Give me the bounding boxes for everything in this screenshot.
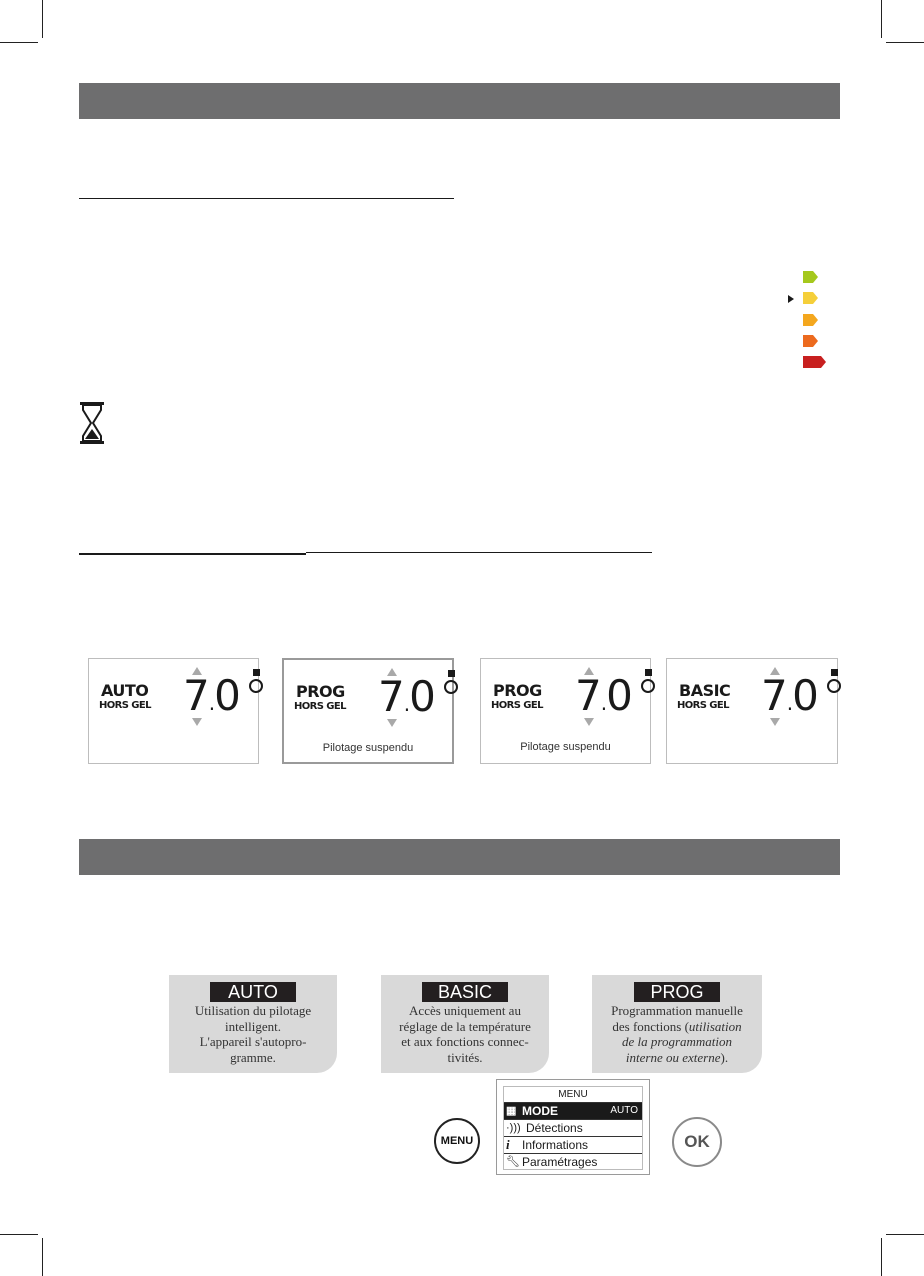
mode-card-description: Utilisation du pilotage intelligent. L'appareil s'autopro- gramme. [194,1003,312,1065]
submode-label: HORS GEL [99,700,151,711]
selected-arrow-icon [788,295,794,303]
hourglass-icon [80,402,104,444]
crop-mark [881,1238,882,1276]
degree-icon [444,680,458,694]
pilot-status-text: Pilotage suspendu [520,741,611,753]
crop-mark [42,0,43,38]
menu-item-value: AUTO [610,1105,638,1116]
mode-card-title: PROG [634,982,720,1002]
pilot-status-text: Pilotage suspendu [322,742,414,754]
degree-icon [641,679,655,693]
section-rule [306,552,652,553]
down-arrow-icon [584,718,594,726]
menu-screen [496,1079,650,1175]
energy-tag [803,271,819,283]
energy-tag [803,335,819,347]
temperature-value: 7.0 [183,671,240,720]
crop-mark [881,0,882,38]
temperature-value: 7.0 [761,671,818,720]
degree-icon [249,679,263,693]
display-screen-basic [666,658,838,764]
submode-label: HORS GEL [294,701,346,712]
menu-item-detections[interactable]: ·))) Détections [504,1120,642,1137]
status-square-icon [253,669,260,676]
crop-mark [0,1234,38,1235]
menu-item-mode[interactable]: ▦ MODE AUTO [504,1103,642,1120]
mode-label: PROG [493,681,542,700]
mode-card-description: Accès uniquement au réglage de la température et aux fonctions connec- tivités. [399,1003,531,1065]
mode-label: BASIC [679,681,731,700]
mode-card-basic [381,975,549,1073]
menu-item-parametrages[interactable]: 🔧︎ Paramétrages [506,1155,598,1169]
crop-mark [886,1234,924,1235]
menu-header: MENU [504,1087,642,1103]
submode-label: HORS GEL [491,700,543,711]
mode-card-auto [169,975,337,1073]
down-arrow-icon [387,719,397,727]
status-square-icon [645,669,652,676]
ok-button-label: OK [684,1132,710,1151]
energy-tag [803,292,819,304]
temperature-value: 7.0 [378,672,435,721]
down-arrow-icon [192,718,202,726]
menu-list [503,1086,643,1170]
crop-mark [42,1238,43,1276]
crop-mark [0,42,38,43]
menu-button[interactable] [434,1118,480,1164]
mode-card-prog [592,975,762,1073]
status-square-icon [448,670,455,677]
grid-icon: ▦ [506,1105,517,1117]
mode-card-title: AUTO [210,982,296,1002]
degree-icon [827,679,841,693]
mode-label: PROG [296,682,345,701]
section-header-bar [79,83,840,119]
energy-tag [803,314,819,326]
display-screen-prog-selected [282,658,454,764]
mode-label: AUTO [101,681,149,700]
section-header-bar [79,839,840,875]
mode-card-description: Programmation manuelle des fonctions (utilisation de la programmation interne ou externe). [611,1003,743,1065]
display-screen-auto [88,658,259,764]
mode-card-title: BASIC [422,982,508,1002]
submode-label: HORS GEL [677,700,729,711]
ok-button[interactable] [672,1117,722,1167]
crop-mark [886,42,924,43]
info-icon: i [506,1137,510,1152]
menu-item-informations[interactable]: i Informations [504,1137,642,1154]
signal-icon: ·))) [506,1122,521,1134]
section-rule [79,553,306,555]
menu-button-label: MENU [440,1135,474,1147]
section-rule [79,198,454,199]
display-screen-prog [480,658,651,764]
temperature-value: 7.0 [575,671,632,720]
energy-tag [803,356,827,368]
down-arrow-icon [770,718,780,726]
wrench-icon: 🔧︎ [506,1156,520,1168]
status-square-icon [831,669,838,676]
